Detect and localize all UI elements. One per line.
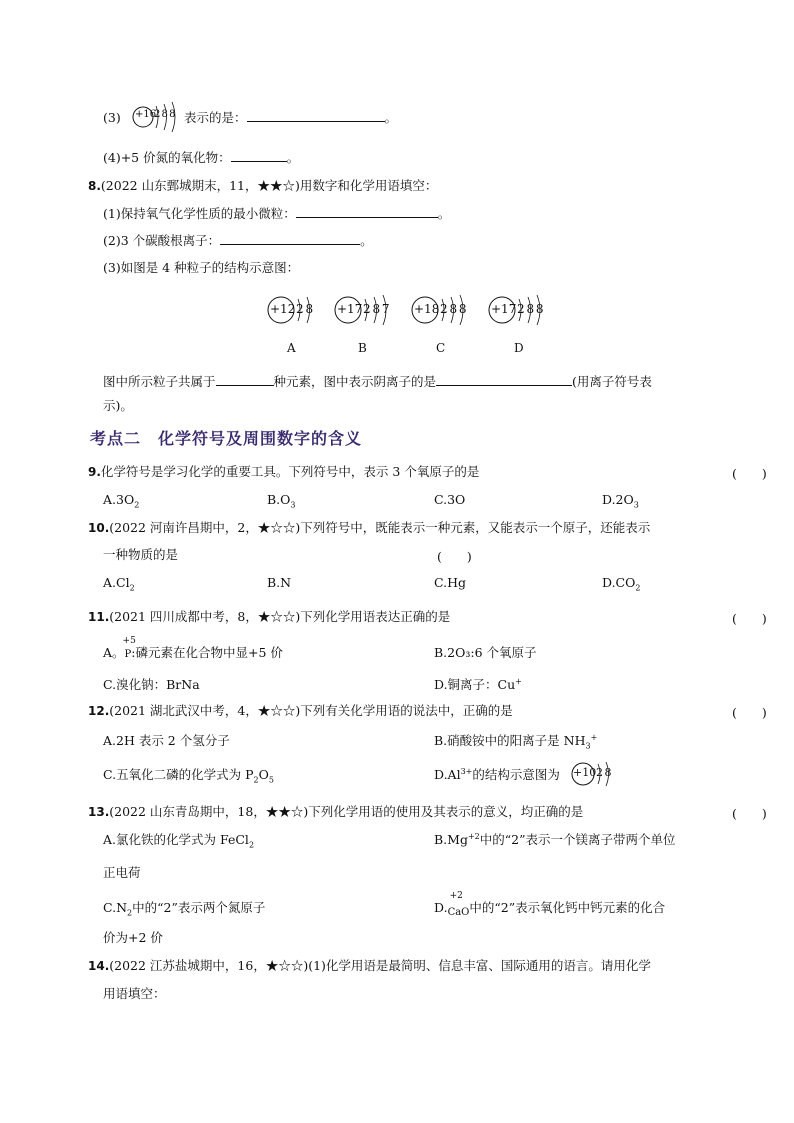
q11-option-c[interactable]	[103, 677, 200, 693]
q9-option-d[interactable]	[602, 492, 639, 508]
q14-number: 14.	[88, 959, 110, 973]
q10-c-text: C.Hg	[434, 575, 466, 590]
q8-anion-blank[interactable]	[436, 374, 572, 386]
atom-A-nucleus: +12	[270, 302, 296, 316]
q13-option-d[interactable]	[434, 891, 666, 918]
atom-D	[487, 295, 553, 328]
q11-a-sym: P	[124, 649, 132, 660]
q13-option-b[interactable]	[434, 832, 676, 848]
atom-D-label: D	[514, 341, 524, 355]
q8-p1	[103, 206, 450, 222]
q10-option-d[interactable]	[602, 575, 640, 591]
atom-A	[266, 295, 326, 328]
q12-stem	[88, 703, 513, 719]
q12-c-sub1: 2	[253, 775, 259, 785]
q8-p2-text: (2)3 个碳酸根离子：	[103, 233, 221, 248]
q12-b-sup: +	[590, 732, 598, 742]
q8-p1-text: (1)保持氧气化学性质的最小微粒：	[103, 206, 296, 221]
q10-option-a[interactable]	[103, 575, 135, 591]
q8-stem-text: (2022 山东鄄城期末，11，★★☆)用数字和化学用语填空：	[100, 178, 438, 193]
q11-d-text: D.铜离子：Cu	[434, 677, 516, 692]
q7-part4	[103, 150, 299, 166]
q7-part3-label: (3)	[103, 110, 121, 125]
q10-option-b[interactable]	[267, 575, 291, 591]
q11-a-text: :磷元素在化合物中显+5 价	[131, 645, 283, 660]
q11-option-b[interactable]	[434, 645, 537, 661]
q10-b-text: B.N	[267, 575, 292, 590]
q13-b-text3: 正电荷	[103, 865, 141, 880]
q11-c-text: C.溴化钠：BrNa	[103, 677, 200, 692]
atom-B-shells: 2 8 7	[363, 302, 389, 316]
q12-number: 12.	[88, 704, 110, 718]
q13-d-valence	[447, 891, 470, 918]
q9-number: 9.	[88, 465, 101, 479]
q13-d-sym: CaO	[447, 907, 470, 918]
q10-a-sub: 2	[129, 583, 135, 593]
q13-a-text: A.氯化铁的化学式为 FeCl	[103, 832, 249, 847]
q12-d-sup: 3+	[460, 766, 473, 776]
q7-part3-blank[interactable]	[247, 110, 385, 122]
q7-atom-diagram	[132, 102, 184, 135]
q11-number: 11.	[88, 610, 110, 624]
q13-stem-text: (2022 山东青岛期中，18，★★☆)下列化学用语的使用及其表示的意义，均正确的是	[109, 804, 584, 819]
q7-atom-shells: 2 8 8	[154, 109, 175, 120]
q9-answer-paren[interactable]: ( )	[732, 466, 767, 481]
q10-stem-text: (2022 河南许昌期中，2，★☆☆)下列符号中，既能表示一种元素，又能表示一个原子，还能表示	[109, 520, 651, 535]
q12-c-sub2: 5	[268, 775, 274, 785]
q9-option-a[interactable]	[103, 492, 139, 508]
section-heading: 考点二 化学符号及周围数字的含义	[90, 429, 363, 448]
q13-d-sup: +2	[449, 891, 463, 901]
atom-C-nucleus: +18	[414, 302, 440, 316]
q12-option-d[interactable]	[434, 767, 560, 783]
atom-D-shells: 2 8 8	[517, 302, 543, 316]
q10-option-c[interactable]	[434, 575, 466, 591]
q14-stem-text: (2022 江苏盐城期中，16，★☆☆)(1)化学用语是最简明、信息丰富、国际通用的语言。请用化学	[109, 958, 651, 973]
q12-option-b[interactable]	[434, 733, 597, 749]
q7-part3-text: 表示的是：	[184, 110, 247, 125]
q9-option-b[interactable]	[267, 492, 296, 508]
q10-d-sub: 2	[635, 583, 641, 593]
q9-option-c[interactable]	[434, 492, 465, 508]
q8-after-b: 种元素，图中表示阴离子的是	[273, 374, 437, 389]
q10-d-text: D.CO	[602, 575, 636, 590]
q13-option-a[interactable]	[103, 832, 254, 848]
q13-b-sup: +2	[467, 831, 480, 841]
q9-d-text: D.2O	[602, 492, 634, 507]
q10-answer-paren[interactable]: ( )	[437, 549, 472, 564]
q13-b-text: B.Mg	[434, 832, 468, 847]
q9-a-sub: 2	[134, 500, 140, 510]
q13-b-text2: 中的“2”表示一个镁离子带两个单位	[479, 832, 676, 847]
q10-a-text: A.Cl	[103, 575, 130, 590]
q13-c-sub: 2	[127, 908, 133, 918]
q8-after-c: (用离子符号表	[572, 374, 652, 389]
q14-stem	[88, 958, 651, 974]
q11-stem	[88, 609, 450, 625]
q12-c-mid: O	[258, 767, 269, 782]
q10-stem2	[103, 547, 178, 563]
q12-d-nucleus: +10	[573, 766, 597, 779]
q12-d-atom-diagram	[571, 760, 617, 791]
q8-number: 8.	[88, 179, 101, 193]
q8-count-blank[interactable]	[216, 374, 274, 386]
q13-number: 13.	[88, 805, 110, 819]
q13-a-sub: 2	[248, 840, 255, 850]
q12-d-shells: 2 8	[596, 766, 611, 779]
q12-option-c[interactable]	[103, 767, 274, 783]
q8-after-a: 图中所示粒子共属于	[103, 374, 216, 389]
q8-p3	[103, 260, 299, 276]
atom-C-shells: 2 8 8	[440, 302, 466, 316]
q7-part3-text-line	[184, 110, 397, 126]
q12-c-text: C.五氧化二磷的化学式为 P	[103, 767, 254, 782]
q13-option-c[interactable]	[103, 900, 265, 916]
atom-C	[410, 295, 476, 328]
q13-c-text2: 中的“2”表示两个氮原子	[132, 900, 266, 915]
q13-d-prefix: D.	[434, 900, 448, 915]
q8-after-line1	[103, 374, 652, 390]
q13-option-d-cont	[103, 930, 163, 946]
atom-D-nucleus: +17	[491, 302, 517, 316]
q13-c-text: C.N	[103, 900, 128, 915]
q8-after-line2	[103, 398, 133, 414]
q12-a-text: A.2H 表示 2 个氢分子	[103, 733, 230, 748]
q9-b-text: B.O	[267, 492, 291, 507]
q13-option-b-cont	[103, 865, 141, 881]
atom-B-nucleus: +17	[337, 302, 363, 316]
q10-number: 10.	[88, 521, 110, 535]
q12-b-text: B.硝酸铵中的阳离子是 NH	[434, 733, 586, 748]
q11-stem-text: (2021 四川成都中考，8，★☆☆)下列化学用语表达正确的是	[109, 609, 451, 624]
q8-p2	[103, 233, 373, 249]
q8-p2-blank[interactable]	[220, 233, 360, 245]
q8-stem	[88, 178, 437, 194]
q10-stem2-text: 一种物质的是	[103, 547, 179, 562]
q7-atom-nucleus: +16	[135, 109, 157, 120]
q7-part4-blank[interactable]	[231, 150, 287, 162]
atom-B	[333, 295, 399, 328]
q12-d-text2: 的结构示意图为	[472, 767, 560, 782]
q13-d-text: 中的“2”表示氧化钙中钙元素的化合	[469, 900, 666, 915]
q9-stem	[88, 464, 479, 480]
q11-option-a[interactable]	[103, 636, 283, 663]
q7-part4-text: (4)+5 价氮的氧化物：	[103, 150, 231, 165]
q7-part3-end: 。	[384, 110, 398, 125]
q11-b-text: B.2O₃:6 个氧原子	[434, 645, 537, 660]
q13-answer-paren[interactable]: ( )	[732, 806, 767, 821]
q11-a-prefix: A。	[103, 645, 125, 660]
q9-d-sub: 3	[633, 500, 639, 510]
q9-c-text: C.3O	[434, 492, 466, 507]
q11-a-sup: +5	[122, 636, 136, 646]
q12-d-text: D.Al	[434, 767, 461, 782]
q8-p1-end: 。	[437, 206, 451, 221]
q10-stem	[88, 520, 650, 536]
q8-p1-blank[interactable]	[296, 206, 438, 218]
q12-option-a[interactable]	[103, 733, 230, 749]
atom-A-label: A	[287, 341, 296, 355]
q11-option-d[interactable]	[434, 677, 522, 693]
q9-a-text: A.3O	[103, 492, 135, 507]
q11-a-valence	[122, 636, 136, 663]
q12-answer-paren[interactable]: ( )	[732, 705, 767, 720]
q11-d-sup: +	[515, 676, 522, 686]
atom-B-label: B	[358, 341, 367, 355]
q14-stem2-text: 用语填空：	[103, 986, 166, 1001]
q14-stem2	[103, 986, 166, 1002]
q12-b-sub: 3	[585, 741, 591, 751]
q13-stem	[88, 804, 583, 820]
atom-C-label: C	[436, 341, 446, 355]
q7-part4-end: 。	[286, 150, 300, 165]
q11-answer-paren[interactable]: ( )	[732, 611, 767, 626]
q8-after-d: 示)。	[103, 398, 133, 413]
q9-stem-text: 化学符号是学习化学的重要工具。下列符号中，表示 3 个氧原子的是	[100, 464, 480, 479]
q12-stem-text: (2021 湖北武汉中考，4，★☆☆)下列有关化学用语的说法中，正确的是	[109, 703, 513, 718]
q9-b-sub: 3	[290, 500, 296, 510]
q8-p3-text: (3)如图是 4 种粒子的结构示意图：	[103, 260, 300, 275]
atom-A-shells: 2 8	[296, 302, 313, 316]
q7-part3	[103, 110, 121, 126]
q13-d-text2: 价为+2 价	[103, 930, 163, 945]
q8-p2-end: 。	[360, 233, 373, 248]
